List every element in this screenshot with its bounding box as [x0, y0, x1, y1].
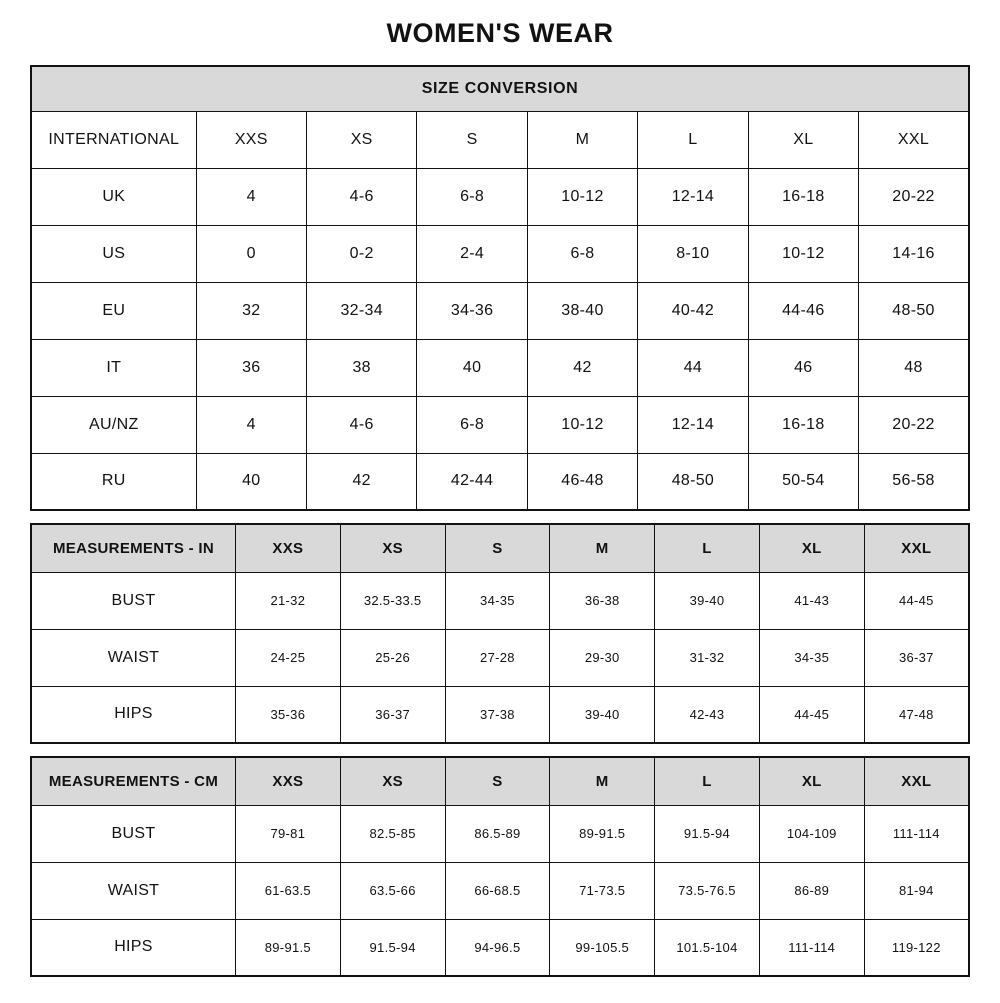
- table-cell: 36-37: [340, 686, 445, 743]
- size-header-cell: M: [550, 757, 655, 805]
- size-header-cell: S: [445, 757, 550, 805]
- row-label: HIPS: [31, 919, 235, 976]
- size-header-cell: XS: [340, 757, 445, 805]
- table-cell: 4: [196, 168, 306, 225]
- row-label: EU: [31, 282, 196, 339]
- table-cell: 27-28: [445, 629, 550, 686]
- table-cell: 2-4: [417, 225, 527, 282]
- table-row-hips-in: [31, 686, 969, 743]
- table-cell: 6-8: [417, 168, 527, 225]
- table-cell: 24-25: [235, 629, 340, 686]
- size-header-cell: XL: [759, 757, 864, 805]
- table-cell: 99-105.5: [550, 919, 655, 976]
- table-cell: 4-6: [306, 168, 416, 225]
- table-cell: 44-45: [864, 572, 969, 629]
- table-cell: 48-50: [638, 453, 748, 510]
- size-header-cell: L: [655, 524, 760, 572]
- table-cell: 8-10: [638, 225, 748, 282]
- table-cell: 10-12: [527, 396, 637, 453]
- table-cell: 36: [196, 339, 306, 396]
- table-cell: 44-45: [759, 686, 864, 743]
- table-cell: 16-18: [748, 168, 858, 225]
- table-cell: XXS: [196, 111, 306, 168]
- table-cell: 42-43: [655, 686, 760, 743]
- table-row-ru: [31, 453, 969, 510]
- table-cell: 32: [196, 282, 306, 339]
- table-cell: 34-35: [759, 629, 864, 686]
- table-row-bust-cm: [31, 805, 969, 862]
- table-cell: 10-12: [527, 168, 637, 225]
- table-cell: 66-68.5: [445, 862, 550, 919]
- table-cell: 101.5-104: [655, 919, 760, 976]
- table-cell: 32.5-33.5: [340, 572, 445, 629]
- size-conversion-title: SIZE CONVERSION: [31, 66, 969, 111]
- table-cell: 4: [196, 396, 306, 453]
- table-cell: 46: [748, 339, 858, 396]
- table-cell: 94-96.5: [445, 919, 550, 976]
- table-cell: 89-91.5: [550, 805, 655, 862]
- table-cell: 36-37: [864, 629, 969, 686]
- table-cell: 41-43: [759, 572, 864, 629]
- table-cell: 20-22: [859, 396, 969, 453]
- size-header-cell: L: [655, 757, 760, 805]
- table-cell: 20-22: [859, 168, 969, 225]
- table-row-hips-cm: [31, 919, 969, 976]
- row-label: US: [31, 225, 196, 282]
- table-cell: S: [417, 111, 527, 168]
- measurements-cm-table: [30, 756, 970, 977]
- table-cell: 86.5-89: [445, 805, 550, 862]
- table-cell: 79-81: [235, 805, 340, 862]
- table-cell: 61-63.5: [235, 862, 340, 919]
- table-cell: 82.5-85: [340, 805, 445, 862]
- table-cell: 29-30: [550, 629, 655, 686]
- table-cell: 10-12: [748, 225, 858, 282]
- table-cell: 42-44: [417, 453, 527, 510]
- table-cell: 34-35: [445, 572, 550, 629]
- table-cell: 0: [196, 225, 306, 282]
- table-cell: 16-18: [748, 396, 858, 453]
- table-cell: 46-48: [527, 453, 637, 510]
- table-cell: 6-8: [417, 396, 527, 453]
- table-cell: 37-38: [445, 686, 550, 743]
- table-cell: XL: [748, 111, 858, 168]
- table-cell: 89-91.5: [235, 919, 340, 976]
- table-row-waist-in: [31, 629, 969, 686]
- table-cell: 71-73.5: [550, 862, 655, 919]
- table-cell: 44: [638, 339, 748, 396]
- table-cell: 91.5-94: [655, 805, 760, 862]
- table-cell: 40: [196, 453, 306, 510]
- row-label: BUST: [31, 572, 235, 629]
- table-cell: 111-114: [864, 805, 969, 862]
- table-cell: 111-114: [759, 919, 864, 976]
- row-label: AU/NZ: [31, 396, 196, 453]
- size-header-cell: M: [550, 524, 655, 572]
- table-cell: 0-2: [306, 225, 416, 282]
- table-cell: 50-54: [748, 453, 858, 510]
- table-cell: 81-94: [864, 862, 969, 919]
- table-cell: 31-32: [655, 629, 760, 686]
- table-cell: 40: [417, 339, 527, 396]
- table-cell: 12-14: [638, 168, 748, 225]
- table-row-us: [31, 225, 969, 282]
- size-conversion-header-row: [31, 66, 969, 111]
- table-cell: 48-50: [859, 282, 969, 339]
- table-row-it: [31, 339, 969, 396]
- table-cell: 25-26: [340, 629, 445, 686]
- table-cell: 34-36: [417, 282, 527, 339]
- size-header-cell: XXS: [235, 757, 340, 805]
- table-cell: 48: [859, 339, 969, 396]
- table-cell: XS: [306, 111, 416, 168]
- measurements-in-header-row: [31, 524, 969, 572]
- table-row-aunz: [31, 396, 969, 453]
- table-cell: 73.5-76.5: [655, 862, 760, 919]
- table-cell: 104-109: [759, 805, 864, 862]
- table-row-bust-in: [31, 572, 969, 629]
- table-cell: 119-122: [864, 919, 969, 976]
- page-title: WOMEN'S WEAR: [386, 18, 614, 48]
- size-header-cell: S: [445, 524, 550, 572]
- table-cell: 47-48: [864, 686, 969, 743]
- measurements-in-title: MEASUREMENTS - IN: [31, 524, 235, 572]
- table-cell: 6-8: [527, 225, 637, 282]
- table-cell: 35-36: [235, 686, 340, 743]
- size-header-cell: XXS: [235, 524, 340, 572]
- row-label: WAIST: [31, 629, 235, 686]
- table-row-uk: [31, 168, 969, 225]
- row-label: BUST: [31, 805, 235, 862]
- table-cell: 12-14: [638, 396, 748, 453]
- measurements-in-table: [30, 523, 970, 744]
- table-cell: 86-89: [759, 862, 864, 919]
- table-cell: 38-40: [527, 282, 637, 339]
- table-cell: 21-32: [235, 572, 340, 629]
- row-label: UK: [31, 168, 196, 225]
- table-cell: 38: [306, 339, 416, 396]
- table-cell: 42: [527, 339, 637, 396]
- size-header-cell: XL: [759, 524, 864, 572]
- table-cell: 39-40: [655, 572, 760, 629]
- table-cell: 4-6: [306, 396, 416, 453]
- row-label: IT: [31, 339, 196, 396]
- size-header-cell: XS: [340, 524, 445, 572]
- table-cell: 91.5-94: [340, 919, 445, 976]
- row-label: WAIST: [31, 862, 235, 919]
- table-cell: 56-58: [859, 453, 969, 510]
- table-cell: L: [638, 111, 748, 168]
- table-cell: M: [527, 111, 637, 168]
- table-cell: 63.5-66: [340, 862, 445, 919]
- measurements-cm-header-row: [31, 757, 969, 805]
- table-row-international: [31, 111, 969, 168]
- size-header-cell: XXL: [864, 757, 969, 805]
- table-cell: XXL: [859, 111, 969, 168]
- table-cell: 40-42: [638, 282, 748, 339]
- table-cell: 44-46: [748, 282, 858, 339]
- size-header-cell: XXL: [864, 524, 969, 572]
- table-cell: 14-16: [859, 225, 969, 282]
- table-row-waist-cm: [31, 862, 969, 919]
- measurements-cm-title: MEASUREMENTS - CM: [31, 757, 235, 805]
- table-cell: 32-34: [306, 282, 416, 339]
- row-label: HIPS: [31, 686, 235, 743]
- row-label: INTERNATIONAL: [31, 111, 196, 168]
- table-cell: 39-40: [550, 686, 655, 743]
- table-cell: 42: [306, 453, 416, 510]
- size-conversion-table: [30, 65, 970, 511]
- table-cell: 36-38: [550, 572, 655, 629]
- row-label: RU: [31, 453, 196, 510]
- table-row-eu: [31, 282, 969, 339]
